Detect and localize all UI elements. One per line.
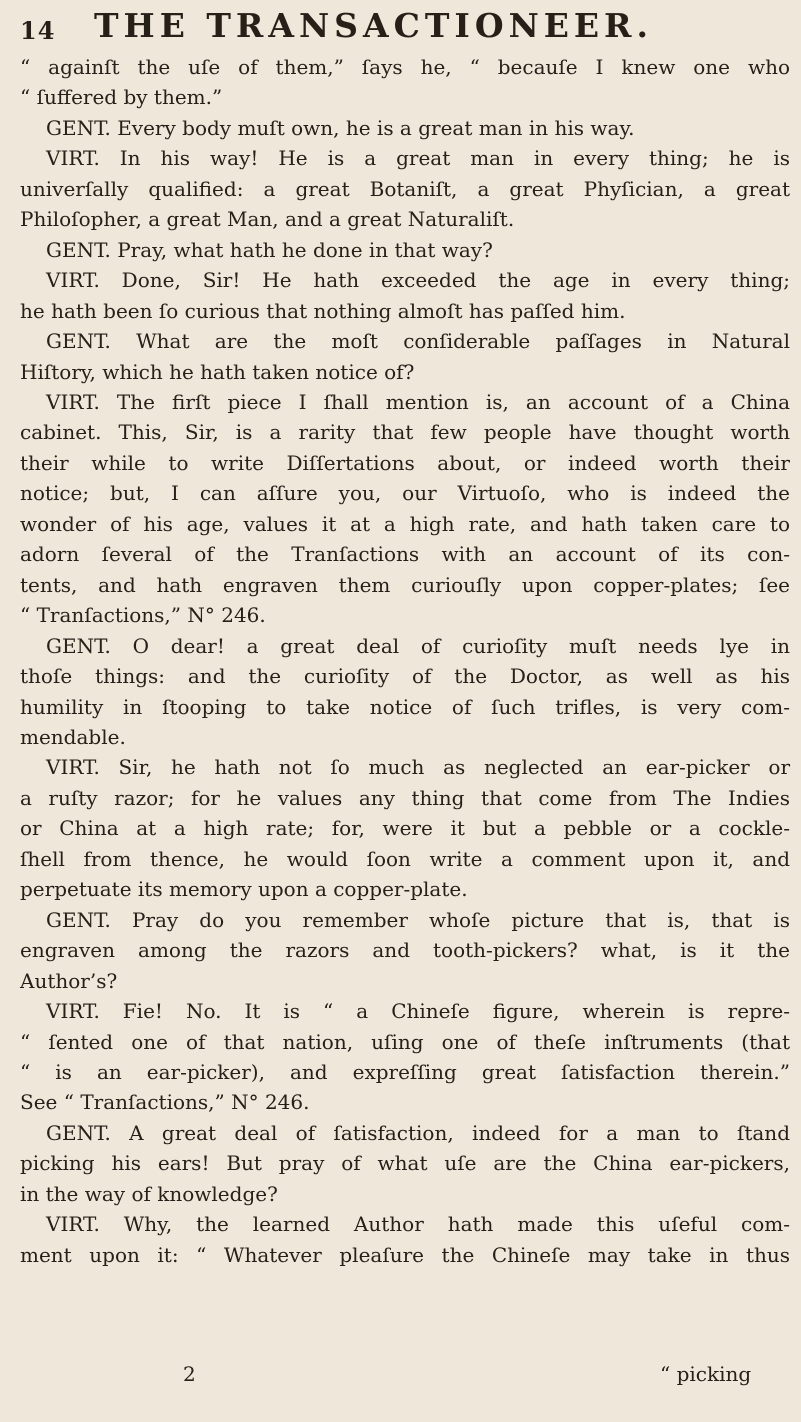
text-line: “ Tranſactions,” N° 246. [20,603,266,628]
text-line: mendable. [20,724,126,749]
text-line: VIRT. Done, Sir! He hath exceeded the age in every thing; [46,268,790,293]
text-line: See “ Tranſactions,” N° 246. [20,1090,310,1115]
page-footer [0,1362,801,1392]
text-line: thoſe things: and the curioſity of the Doctor, as well as his [20,664,790,689]
text-line: GENT. What are the moſt conſiderable paſſages in Natural [46,329,790,354]
text-line: engraven among the razors and tooth-pickers? what, is it the [20,938,790,963]
text-line: ſhell from thence, he would ſoon write a comment upon it, and [20,846,790,871]
text-line: Author’s? [20,968,118,993]
signature-mark: 2 [183,1362,196,1386]
page-header [0,6,801,46]
text-line: VIRT. Fie! No. It is “ a Chineſe figure, wherein is repre- [46,999,790,1024]
text-line: a ruſty razor; for he values any thing that come from The Indies [20,785,790,810]
text-line: “ is an ear-picker), and expreſſing great ſatisfaction therein.” [20,1059,790,1084]
text-line: notice; but, I can aſſure you, our Virtuoſo, who is indeed the [20,481,790,506]
body-text [20,52,790,1270]
text-line: VIRT. In his way! He is a great man in every thing; he is [46,146,790,171]
text-line: GENT. Every body muſt own, he is a great man in his way. [46,115,635,140]
text-line: Philoſopher, a great Man, and a great Naturaliſt. [20,207,515,232]
text-line: “ ſented one of that nation, uſing one of theſe inſtruments (that [20,1029,790,1054]
text-line: VIRT. The firſt piece I ſhall mention is, an account of a China [46,389,790,414]
text-line: or China at a high rate; for, were it but a pebble or a cockle- [20,816,790,841]
running-head: THE TRANSACTIONEER. [94,6,653,45]
text-line: Hiſtory, which he hath taken notice of? [20,359,415,384]
text-line: GENT. Pray do you remember whoſe picture that is, that is [46,907,790,932]
text-line: univerſally qualified: a great Botaniſt, a great Phyſician, a great [20,176,790,201]
text-line: GENT. O dear! a great deal of curioſity muſt needs lye in [46,633,790,658]
text-line: VIRT. Why, the learned Author hath made this uſeful com- [46,1212,790,1237]
catchword: “ picking [660,1362,752,1386]
text-line: wonder of his age, values it at a high rate, and hath taken care to [20,511,790,536]
text-line: their while to write Diſſertations about, or indeed worth their [20,450,790,475]
text-line: he hath been ſo curious that nothing almoſt has paſſed him. [20,298,626,323]
text-line: picking his ears! But pray of what uſe are the China ear-pickers, [20,1151,790,1176]
page-number: 14 [20,16,56,45]
text-line: humility in ſtooping to take notice of ſuch trifles, is very com- [20,694,790,719]
text-line: tents, and hath engraven them curiouſly upon copper-plates; ſee [20,572,790,597]
text-line: ment upon it: “ Whatever pleaſure the Chineſe may take in thus [20,1242,790,1267]
text-line: “ againſt the uſe of them,” ſays he, “ becauſe I knew one who [20,55,790,79]
text-line: perpetuate its memory upon a copper-plate. [20,877,468,902]
text-line: GENT. A great deal of ſatisfaction, indeed for a man to ſtand [46,1120,790,1145]
text-line: adorn ſeveral of the Tranſactions with an account of its con- [20,542,790,567]
text-line: VIRT. Sir, he hath not ſo much as neglected an ear-picker or [46,755,790,780]
text-line: GENT. Pray, what hath he done in that way? [46,237,493,262]
text-line: cabinet. This, Sir, is a rarity that few people have thought worth [20,420,790,445]
text-line: “ ſuffered by them.” [20,85,223,110]
text-line: in the way of knowledge? [20,1181,278,1206]
